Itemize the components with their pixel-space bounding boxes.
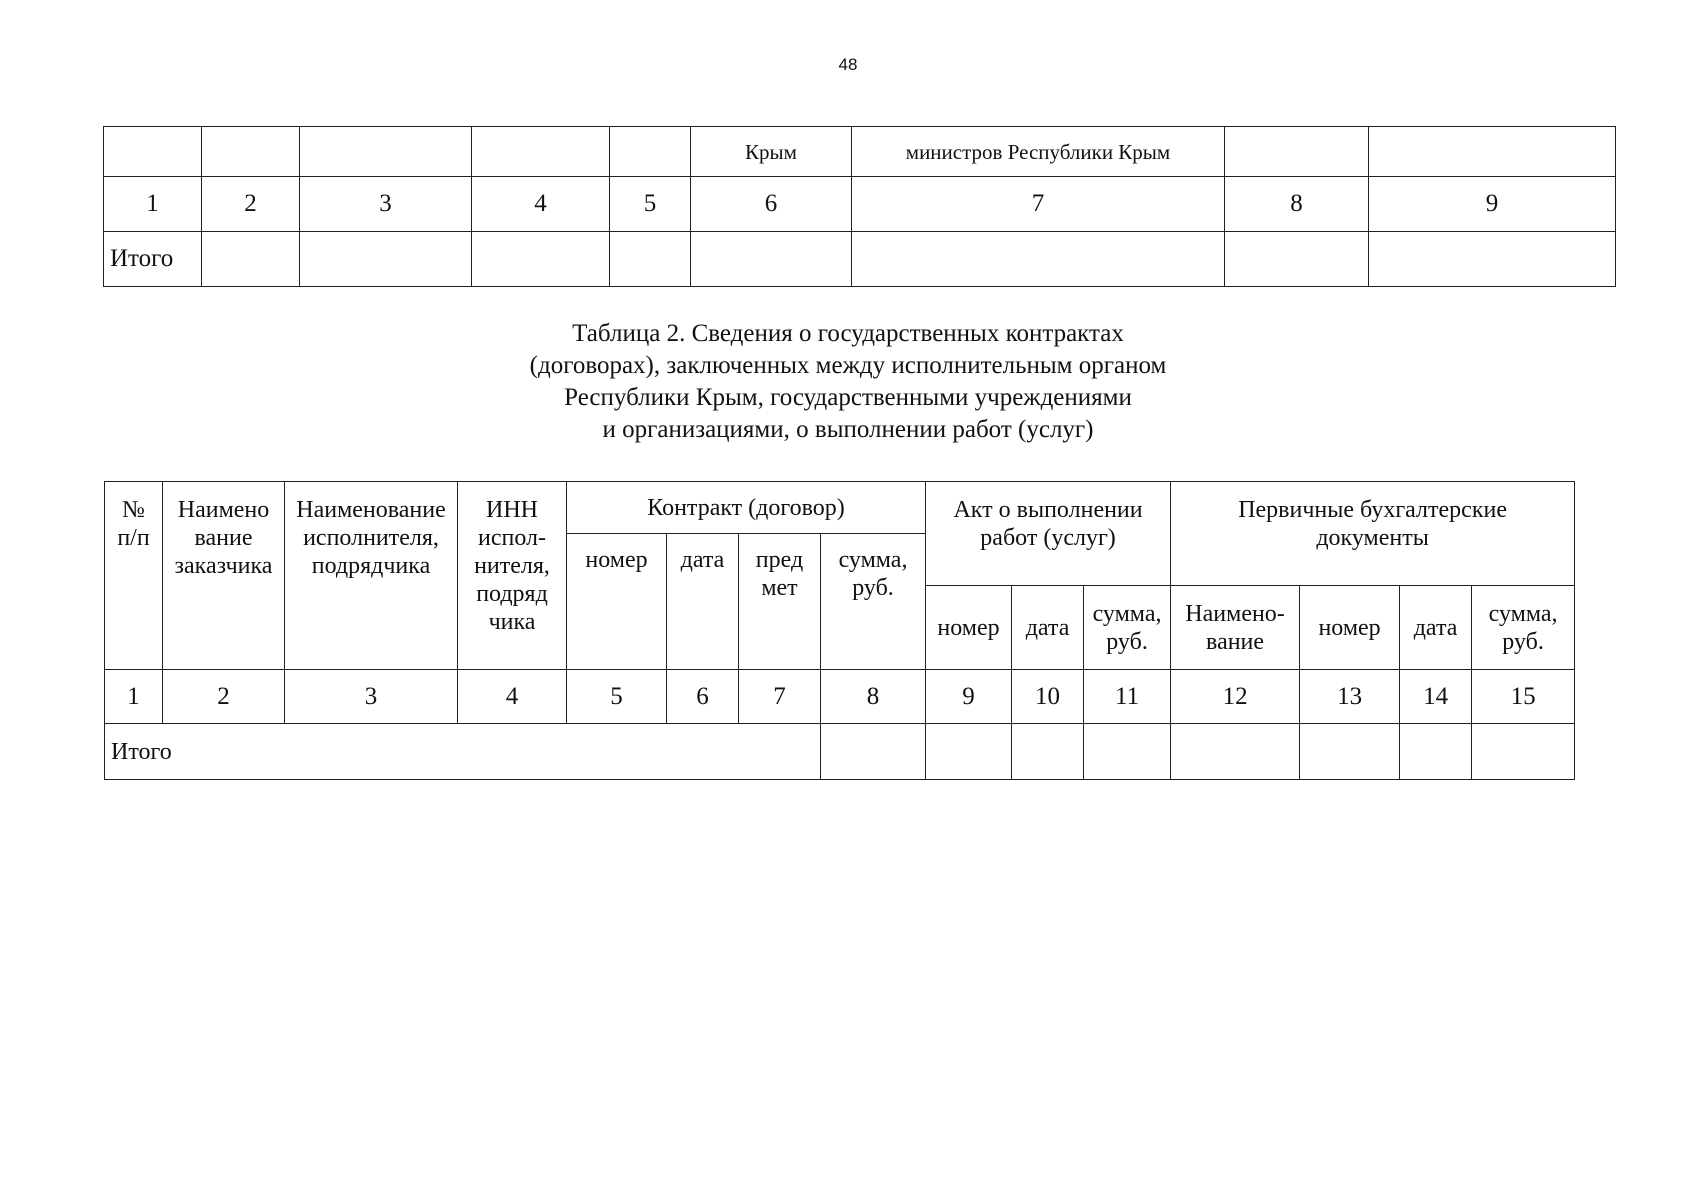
- column-number: 8: [1225, 177, 1369, 232]
- table-2-header-row-1: [105, 482, 1575, 534]
- header-act-date: дата: [1012, 586, 1084, 670]
- table-1-cell: министров Республики Крым: [852, 127, 1225, 177]
- header-line: Наименование: [296, 497, 446, 523]
- header-line: сумма,: [1092, 600, 1162, 627]
- column-number: 9: [1369, 177, 1616, 232]
- table-1-header-row: [104, 127, 1616, 177]
- header-contract-group: Контракт (договор): [567, 482, 926, 534]
- total-label: Итого: [104, 232, 202, 287]
- header-line: Наимено: [177, 497, 270, 523]
- column-number: 12: [1171, 670, 1300, 724]
- header-line: ИНН: [486, 497, 538, 523]
- header-line: заказчика: [174, 553, 273, 579]
- header-docs-group: [1171, 482, 1575, 586]
- table-1-cell: [472, 232, 610, 287]
- header-line: чика: [488, 609, 536, 635]
- header-line: №: [122, 497, 145, 523]
- header-line: Наимено-: [1185, 600, 1285, 627]
- table-1-cell: [104, 127, 202, 177]
- caption-line: Таблица 2. Сведения о государственных контрактах: [572, 320, 1124, 347]
- header-inn: [458, 482, 567, 670]
- header-contract-sum: [821, 534, 926, 670]
- table-1-cell: [1369, 127, 1616, 177]
- table-1-cell: [472, 127, 610, 177]
- table-1-cell: [1225, 127, 1369, 177]
- header-contract-date: дата: [667, 534, 739, 670]
- table-2-contracts: [104, 481, 1575, 780]
- header-line: п/п: [117, 525, 150, 551]
- table-1-number-row: [104, 177, 1616, 232]
- table-1-cell: [610, 232, 691, 287]
- column-number: 3: [300, 177, 472, 232]
- column-number: 1: [105, 670, 163, 724]
- page-number: 48: [838, 55, 858, 74]
- column-number: 10: [1012, 670, 1084, 724]
- column-number: 6: [667, 670, 739, 724]
- column-number: 3: [285, 670, 458, 724]
- table-2-number-row: [105, 670, 1575, 724]
- column-number: 9: [926, 670, 1012, 724]
- header-contract-number: номер: [567, 534, 667, 670]
- table-1-cell: [610, 127, 691, 177]
- table-1-cell: [1225, 232, 1369, 287]
- column-number: 2: [163, 670, 285, 724]
- column-number: 2: [202, 177, 300, 232]
- header-docs-date: дата: [1400, 586, 1472, 670]
- column-number: 1: [104, 177, 202, 232]
- table-2-cell: [1084, 724, 1171, 780]
- header-line: мет: [761, 575, 798, 601]
- caption-line: и организациями, о выполнении работ (услуг): [602, 416, 1094, 443]
- table-2-total-row: [105, 724, 1575, 780]
- table-1-cell: [691, 232, 852, 287]
- header-line: исполнителя,: [303, 525, 439, 551]
- table-2-cell: [1012, 724, 1084, 780]
- column-number: 7: [739, 670, 821, 724]
- column-number: 7: [852, 177, 1225, 232]
- header-line: работ (услуг): [980, 525, 1116, 551]
- column-number: 5: [567, 670, 667, 724]
- header-line: подряд: [476, 581, 548, 607]
- table-2-cell: [1300, 724, 1400, 780]
- header-line: сумма,: [838, 547, 908, 573]
- header-line: сумма,: [1488, 600, 1558, 627]
- table-1-total-row: [104, 232, 1616, 287]
- caption-line: Республики Крым, государственными учреждениями: [564, 384, 1132, 411]
- table-2-cell: [1171, 724, 1300, 780]
- header-docs-name: [1171, 586, 1300, 670]
- header-line: руб.: [852, 575, 894, 601]
- caption-line: (договорах), заключенных между исполнительным органом: [529, 352, 1167, 379]
- table-1-cell: [202, 127, 300, 177]
- header-docs-number: номер: [1300, 586, 1400, 670]
- column-number: 13: [1300, 670, 1400, 724]
- table-2-cell: [1472, 724, 1575, 780]
- header-act-number: номер: [926, 586, 1012, 670]
- table-1-cell: [300, 232, 472, 287]
- header-customer: [163, 482, 285, 670]
- column-number: 15: [1472, 670, 1575, 724]
- header-line: документы: [1316, 525, 1429, 551]
- table-1-cell: [852, 232, 1225, 287]
- table-1-cell: [202, 232, 300, 287]
- table-1-cell: [1369, 232, 1616, 287]
- table-2-cell: [821, 724, 926, 780]
- table-1-continuation: [103, 126, 1616, 287]
- header-line: Первичные бухгалтерские: [1238, 497, 1507, 523]
- column-number: 6: [691, 177, 852, 232]
- header-docs-sum: [1472, 586, 1575, 670]
- header-line: Акт о выполнении: [953, 497, 1143, 523]
- header-contractor: [285, 482, 458, 670]
- column-number: 4: [458, 670, 567, 724]
- header-line: подрядчика: [311, 553, 431, 579]
- header-num: [105, 482, 163, 670]
- table-1-cell: Крым: [691, 127, 852, 177]
- header-line: пред: [755, 547, 804, 573]
- column-number: 4: [472, 177, 610, 232]
- header-line: нителя,: [474, 553, 550, 579]
- header-line: руб.: [1502, 628, 1544, 655]
- header-act-sum: [1084, 586, 1171, 670]
- table-2-cell: [926, 724, 1012, 780]
- column-number: 14: [1400, 670, 1472, 724]
- header-contract-subject: [739, 534, 821, 670]
- header-act-group: [926, 482, 1171, 586]
- header-line: вание: [194, 525, 253, 551]
- header-line: испол-: [478, 525, 546, 551]
- table-1-cell: [300, 127, 472, 177]
- header-line: руб.: [1106, 628, 1148, 655]
- column-number: 5: [610, 177, 691, 232]
- table-2-cell: [1400, 724, 1472, 780]
- table-2-caption: [0, 318, 1696, 446]
- column-number: 11: [1084, 670, 1171, 724]
- total-label: Итого: [105, 724, 821, 780]
- column-number: 8: [821, 670, 926, 724]
- header-line: вание: [1206, 628, 1265, 655]
